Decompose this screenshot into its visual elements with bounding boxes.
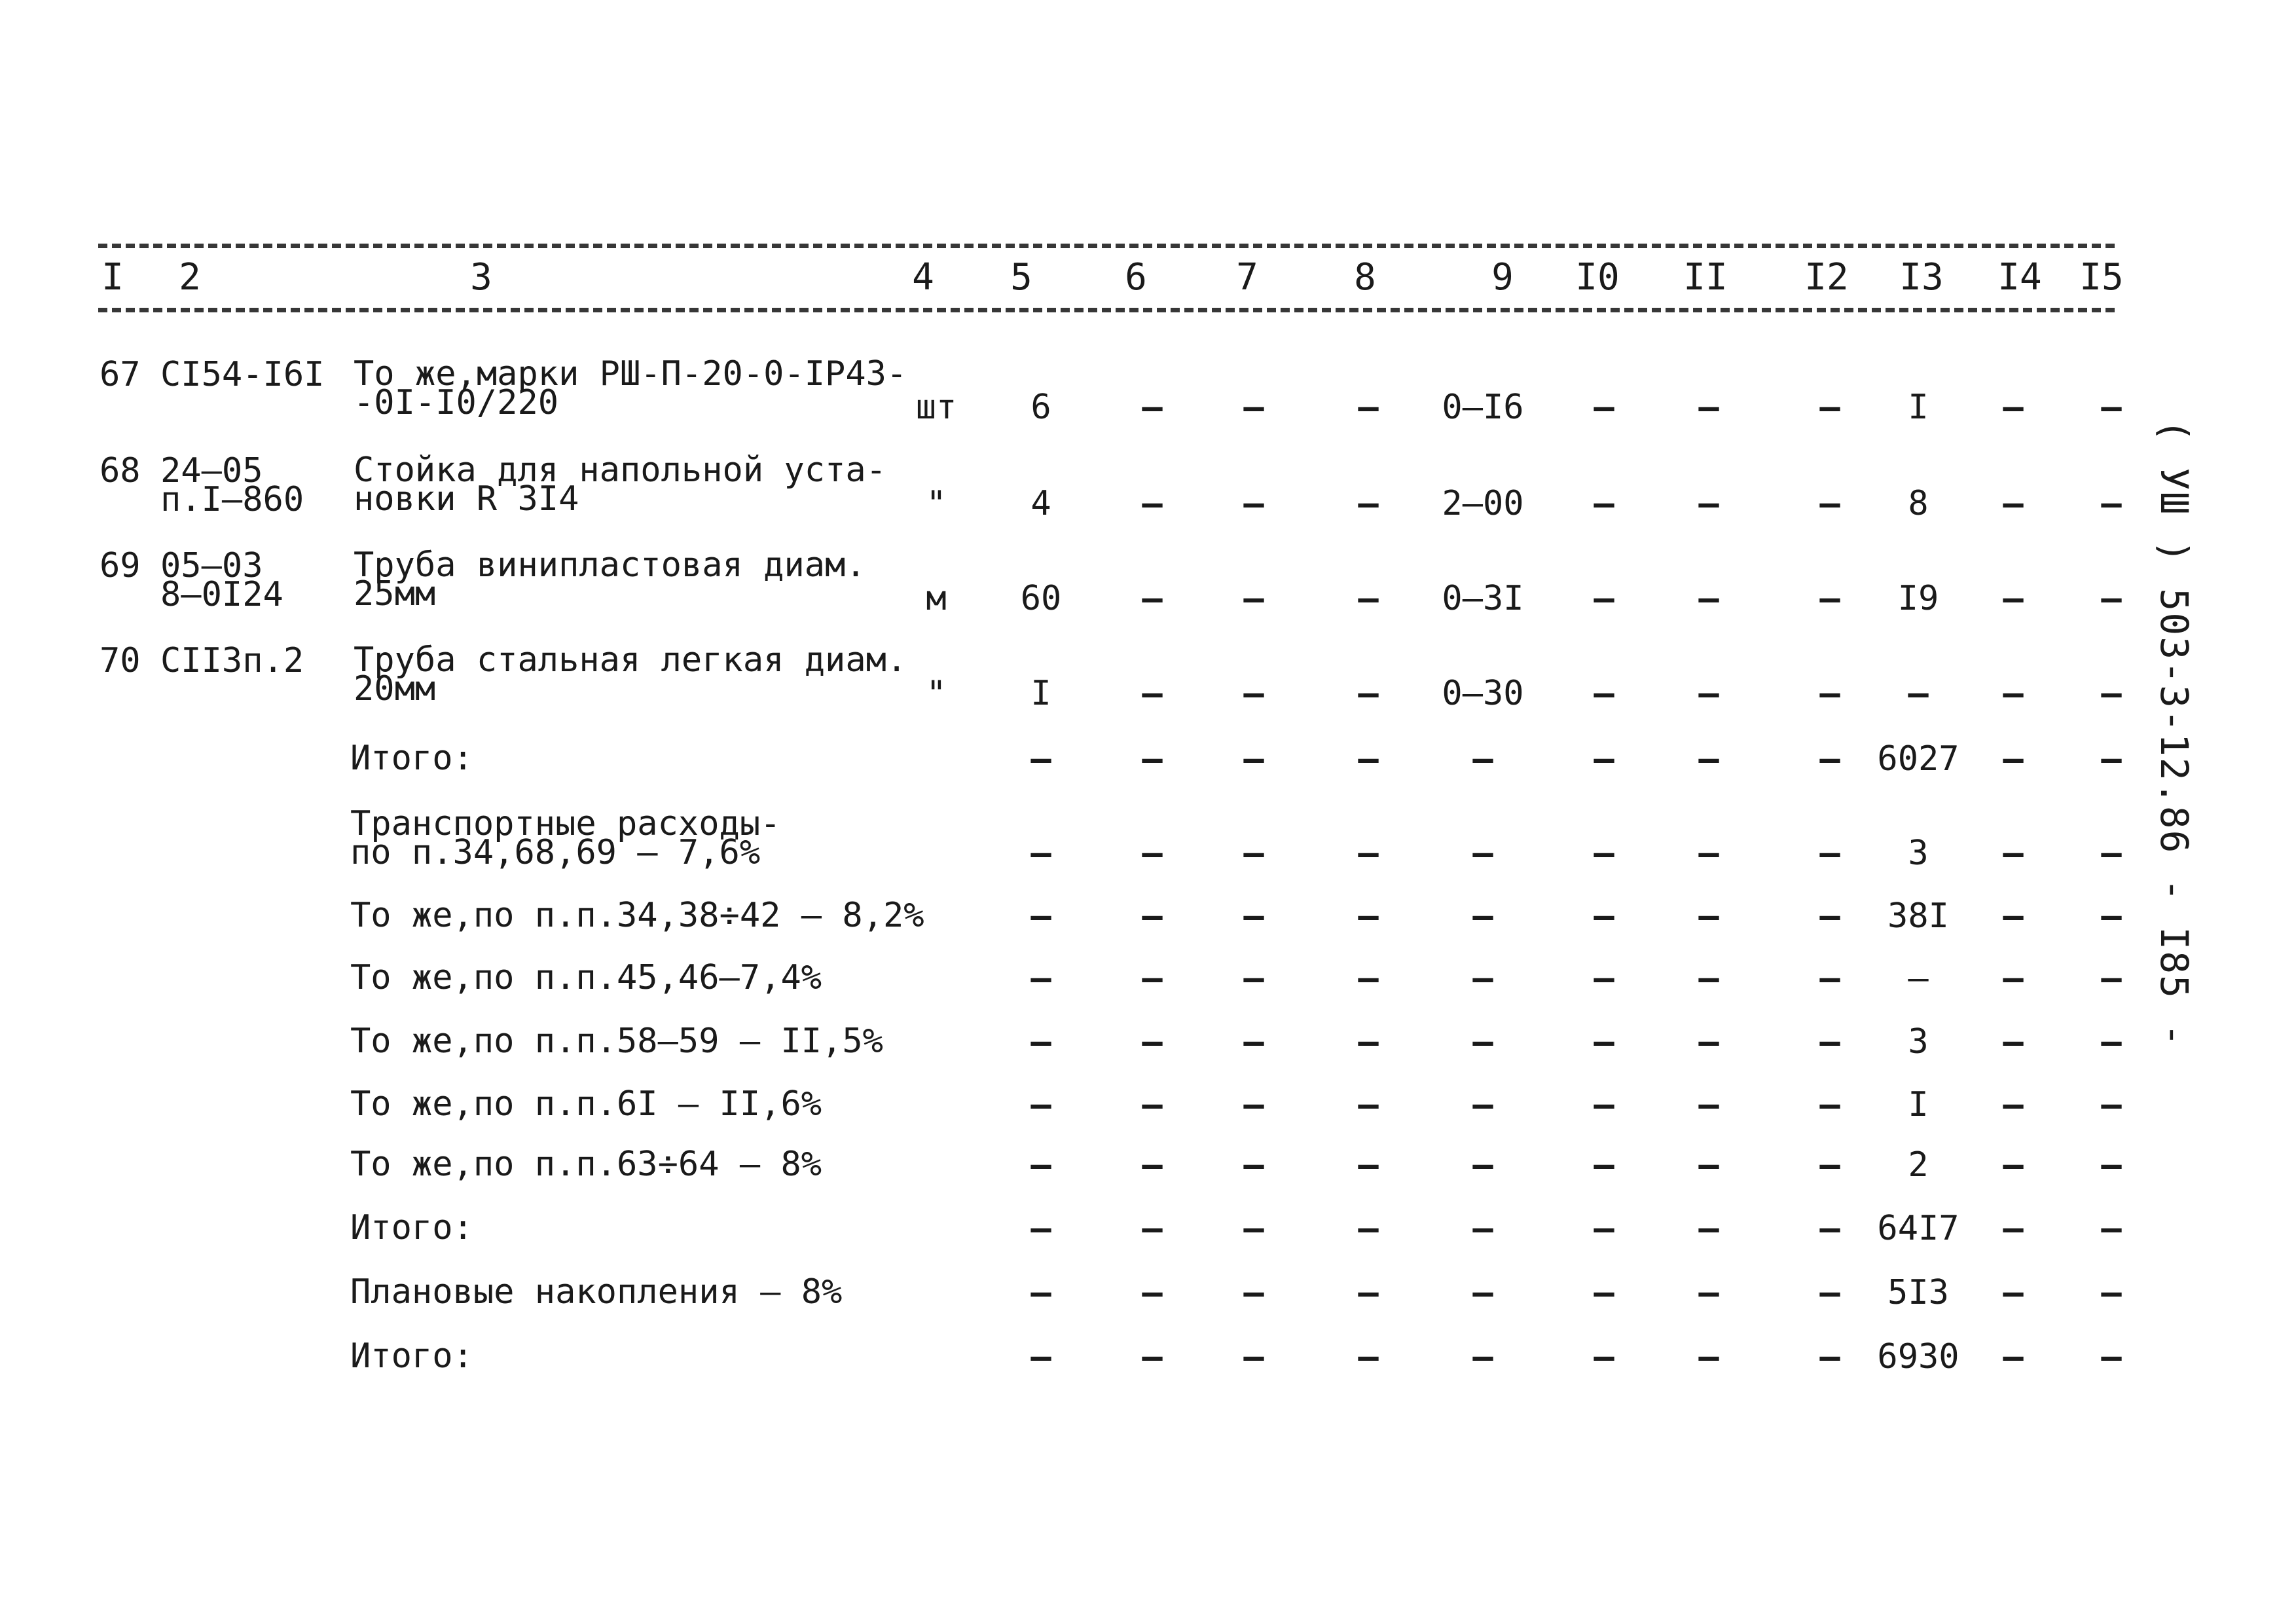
summary-description: Итого:	[350, 739, 473, 778]
item-value-c7: –	[1243, 579, 1264, 618]
summary-empty-c9: –	[1472, 1085, 1493, 1124]
column-header-13: I3	[1899, 256, 1944, 299]
item-number: 70	[100, 641, 141, 680]
summary-empty-c11: –	[1698, 739, 1719, 779]
summary-description: Плановые накопления – 8%	[350, 1272, 843, 1312]
item-code: 8–0I24	[160, 575, 283, 614]
item-number: 68	[100, 451, 141, 490]
item-value-c12: –	[1819, 388, 1840, 427]
summary-empty-c9: –	[1472, 896, 1493, 936]
summary-empty-c7: –	[1243, 1273, 1264, 1312]
item-value-c6: –	[1142, 674, 1163, 713]
item-value-c9: 0–30	[1442, 674, 1524, 713]
item-value-c9: 2–00	[1442, 484, 1524, 523]
summary-empty-c12: –	[1819, 834, 1840, 873]
summary-empty-c5: –	[1030, 896, 1051, 936]
item-value-c8: –	[1358, 388, 1379, 427]
item-value-c14: –	[2003, 579, 2024, 618]
summary-empty-c7: –	[1243, 896, 1264, 936]
item-value-c12: –	[1819, 579, 1840, 618]
item-description: новки R 3I4	[354, 479, 579, 519]
item-value-c10: –	[1594, 579, 1614, 618]
summary-empty-c14: –	[2003, 959, 2024, 998]
item-value-c8: –	[1358, 484, 1379, 523]
summary-empty-c5: –	[1030, 1145, 1051, 1185]
item-unit: м	[926, 579, 947, 618]
summary-empty-c10: –	[1594, 1085, 1614, 1124]
summary-amount: 3	[1908, 1022, 1929, 1061]
item-code: 24–05	[160, 451, 263, 490]
summary-empty-c8: –	[1358, 834, 1379, 873]
summary-empty-c14: –	[2003, 739, 2024, 779]
summary-empty-c15: –	[2101, 896, 2122, 936]
summary-empty-c10: –	[1594, 1209, 1614, 1248]
summary-amount: 3	[1908, 834, 1929, 873]
item-value-c14: –	[2003, 484, 2024, 523]
item-value-c13: –	[1908, 674, 1929, 713]
summary-empty-c15: –	[2101, 1209, 2122, 1248]
summary-empty-c6: –	[1142, 1209, 1163, 1248]
summary-description: Транспортные расходы-	[350, 804, 781, 843]
summary-empty-c6: –	[1142, 1022, 1163, 1061]
summary-empty-c12: –	[1819, 1145, 1840, 1185]
summary-empty-c10: –	[1594, 1337, 1614, 1376]
summary-empty-c9: –	[1472, 959, 1493, 998]
summary-empty-c12: –	[1819, 1022, 1840, 1061]
item-number: 69	[100, 546, 141, 585]
summary-empty-c6: –	[1142, 896, 1163, 936]
summary-empty-c14: –	[2003, 1337, 2024, 1376]
summary-empty-c11: –	[1698, 959, 1719, 998]
summary-empty-c15: –	[2101, 739, 2122, 779]
item-value-c9: 0–I6	[1442, 388, 1524, 427]
column-header-14: I4	[1997, 256, 2042, 299]
summary-amount: 5I3	[1887, 1273, 1949, 1312]
summary-empty-c7: –	[1243, 1209, 1264, 1248]
item-unit: "	[926, 484, 947, 523]
item-value-c5: 60	[1020, 579, 1062, 618]
column-header-3: 3	[470, 256, 492, 299]
summary-amount: I	[1908, 1085, 1929, 1124]
column-header-10: I0	[1575, 256, 1620, 299]
header-top-rule	[98, 244, 2115, 248]
summary-empty-c8: –	[1358, 1085, 1379, 1124]
summary-description: То же,по п.п.34,38÷42 – 8,2%	[350, 896, 924, 935]
column-header-6: 6	[1125, 256, 1147, 299]
item-code: CII3п.2	[160, 641, 304, 680]
summary-description: То же,по п.п.45,46–7,4%	[350, 958, 822, 997]
summary-empty-c9: –	[1472, 1273, 1493, 1312]
summary-empty-c7: –	[1243, 1337, 1264, 1376]
summary-empty-c5: –	[1030, 834, 1051, 873]
item-value-c10: –	[1594, 674, 1614, 713]
summary-empty-c6: –	[1142, 834, 1163, 873]
summary-empty-c12: –	[1819, 1085, 1840, 1124]
summary-empty-c12: –	[1819, 896, 1840, 936]
summary-empty-c6: –	[1142, 959, 1163, 998]
summary-empty-c14: –	[2003, 1209, 2024, 1248]
document-margin-code: ( УШ ) 503-3-12.86 - I85 -	[2152, 419, 2196, 1048]
summary-empty-c15: –	[2101, 1273, 2122, 1312]
item-value-c11: –	[1698, 674, 1719, 713]
item-unit: "	[926, 674, 947, 713]
summary-empty-c8: –	[1358, 1145, 1379, 1185]
summary-empty-c10: –	[1594, 896, 1614, 936]
summary-empty-c14: –	[2003, 834, 2024, 873]
summary-empty-c8: –	[1358, 739, 1379, 779]
summary-empty-c15: –	[2101, 834, 2122, 873]
item-value-c5: 4	[1030, 484, 1051, 523]
summary-empty-c5: –	[1030, 1273, 1051, 1312]
item-value-c7: –	[1243, 674, 1264, 713]
summary-empty-c9: –	[1472, 1337, 1493, 1376]
item-description: То же,марки РШ-П-20-0-IР43-	[354, 354, 907, 394]
summary-empty-c9: –	[1472, 739, 1493, 779]
item-number: 67	[100, 355, 141, 394]
item-value-c10: –	[1594, 484, 1614, 523]
item-value-c13: I	[1908, 388, 1929, 427]
summary-empty-c10: –	[1594, 834, 1614, 873]
summary-description: Итого:	[350, 1337, 473, 1376]
summary-empty-c9: –	[1472, 1022, 1493, 1061]
item-code: п.I–860	[160, 480, 304, 519]
item-description: Труба винипластовая диам.	[354, 545, 866, 585]
item-value-c11: –	[1698, 484, 1719, 523]
item-value-c6: –	[1142, 484, 1163, 523]
item-value-c5: 6	[1030, 388, 1051, 427]
item-description: Стойка для напольной уста-	[354, 451, 886, 490]
summary-empty-c14: –	[2003, 1022, 2024, 1061]
summary-amount: 38I	[1887, 896, 1949, 936]
item-description: 25мм	[354, 574, 436, 614]
item-value-c13: 8	[1908, 484, 1929, 523]
column-header-12: I2	[1804, 256, 1849, 299]
summary-empty-c10: –	[1594, 959, 1614, 998]
summary-empty-c11: –	[1698, 1209, 1719, 1248]
summary-empty-c10: –	[1594, 739, 1614, 779]
summary-amount: 64I7	[1877, 1209, 1959, 1248]
summary-description: То же,по п.п.6I – II,6%	[350, 1084, 822, 1124]
summary-empty-c12: –	[1819, 1273, 1840, 1312]
summary-empty-c8: –	[1358, 1337, 1379, 1376]
summary-empty-c14: –	[2003, 896, 2024, 936]
summary-empty-c8: –	[1358, 1209, 1379, 1248]
summary-empty-c11: –	[1698, 1273, 1719, 1312]
summary-empty-c5: –	[1030, 1209, 1051, 1248]
summary-empty-c5: –	[1030, 1022, 1051, 1061]
item-unit: шт	[915, 388, 957, 427]
summary-empty-c8: –	[1358, 1022, 1379, 1061]
item-value-c14: –	[2003, 388, 2024, 427]
item-value-c11: –	[1698, 579, 1719, 618]
summary-empty-c12: –	[1819, 959, 1840, 998]
item-value-c13: I9	[1897, 579, 1939, 618]
summary-empty-c9: –	[1472, 1209, 1493, 1248]
column-header-15: I5	[2079, 256, 2124, 299]
summary-empty-c8: –	[1358, 896, 1379, 936]
summary-amount: 2	[1908, 1145, 1929, 1185]
summary-description: То же,по п.п.63÷64 – 8%	[350, 1145, 822, 1184]
summary-empty-c9: –	[1472, 1145, 1493, 1185]
summary-empty-c8: –	[1358, 1273, 1379, 1312]
column-header-9: 9	[1491, 256, 1514, 299]
summary-empty-c5: –	[1030, 1337, 1051, 1376]
item-value-c11: –	[1698, 388, 1719, 427]
column-header-11: II	[1683, 256, 1728, 299]
column-header-1: I	[101, 256, 124, 299]
summary-empty-c15: –	[2101, 1022, 2122, 1061]
item-value-c15: –	[2101, 388, 2122, 427]
header-bottom-rule	[98, 308, 2115, 312]
summary-empty-c5: –	[1030, 959, 1051, 998]
summary-empty-c10: –	[1594, 1022, 1614, 1061]
summary-empty-c5: –	[1030, 1085, 1051, 1124]
summary-empty-c6: –	[1142, 1145, 1163, 1185]
summary-empty-c7: –	[1243, 739, 1264, 779]
summary-empty-c15: –	[2101, 1085, 2122, 1124]
item-value-c15: –	[2101, 579, 2122, 618]
column-header-2: 2	[179, 256, 201, 299]
item-value-c8: –	[1358, 579, 1379, 618]
item-code: 05–03	[160, 546, 263, 585]
summary-empty-c15: –	[2101, 1337, 2122, 1376]
item-value-c10: –	[1594, 388, 1614, 427]
summary-amount: 6930	[1877, 1337, 1959, 1376]
item-value-c8: –	[1358, 674, 1379, 713]
item-description: Труба стальная легкая диам.	[354, 640, 907, 680]
summary-empty-c7: –	[1243, 1085, 1264, 1124]
summary-empty-c12: –	[1819, 739, 1840, 779]
item-value-c14: –	[2003, 674, 2024, 713]
item-value-c6: –	[1142, 388, 1163, 427]
summary-amount: 6027	[1877, 739, 1959, 779]
summary-empty-c7: –	[1243, 959, 1264, 998]
item-value-c9: 0–3I	[1442, 579, 1524, 618]
item-value-c15: –	[2101, 484, 2122, 523]
summary-empty-c6: –	[1142, 1085, 1163, 1124]
item-value-c12: –	[1819, 674, 1840, 713]
item-value-c7: –	[1243, 388, 1264, 427]
summary-description: по п.34,68,69 – 7,6%	[350, 833, 761, 872]
column-header-7: 7	[1236, 256, 1258, 299]
summary-empty-c9: –	[1472, 834, 1493, 873]
summary-empty-c8: –	[1358, 959, 1379, 998]
summary-amount: –	[1908, 959, 1929, 998]
summary-empty-c12: –	[1819, 1337, 1840, 1376]
summary-empty-c11: –	[1698, 1022, 1719, 1061]
item-description: -0I-I0/220	[354, 383, 559, 422]
item-value-c7: –	[1243, 484, 1264, 523]
item-value-c5: I	[1030, 674, 1051, 713]
item-code: CI54-I6I	[160, 355, 325, 394]
summary-empty-c7: –	[1243, 1145, 1264, 1185]
column-header-8: 8	[1354, 256, 1376, 299]
summary-description: То же,по п.п.58–59 – II,5%	[350, 1022, 883, 1061]
summary-empty-c11: –	[1698, 834, 1719, 873]
item-description: 20мм	[354, 669, 436, 709]
summary-empty-c12: –	[1819, 1209, 1840, 1248]
summary-empty-c6: –	[1142, 1337, 1163, 1376]
summary-empty-c10: –	[1594, 1273, 1614, 1312]
summary-empty-c7: –	[1243, 834, 1264, 873]
summary-empty-c11: –	[1698, 1085, 1719, 1124]
item-value-c6: –	[1142, 579, 1163, 618]
summary-empty-c11: –	[1698, 1145, 1719, 1185]
item-value-c12: –	[1819, 484, 1840, 523]
item-value-c15: –	[2101, 674, 2122, 713]
summary-empty-c5: –	[1030, 739, 1051, 779]
summary-empty-c6: –	[1142, 1273, 1163, 1312]
summary-description: Итого:	[350, 1208, 473, 1247]
summary-empty-c7: –	[1243, 1022, 1264, 1061]
summary-empty-c6: –	[1142, 739, 1163, 779]
summary-empty-c10: –	[1594, 1145, 1614, 1185]
summary-empty-c11: –	[1698, 1337, 1719, 1376]
column-header-4: 4	[912, 256, 934, 299]
summary-empty-c14: –	[2003, 1145, 2024, 1185]
summary-empty-c15: –	[2101, 1145, 2122, 1185]
summary-empty-c11: –	[1698, 896, 1719, 936]
summary-empty-c14: –	[2003, 1273, 2024, 1312]
summary-empty-c14: –	[2003, 1085, 2024, 1124]
column-header-5: 5	[1010, 256, 1032, 299]
summary-empty-c15: –	[2101, 959, 2122, 998]
